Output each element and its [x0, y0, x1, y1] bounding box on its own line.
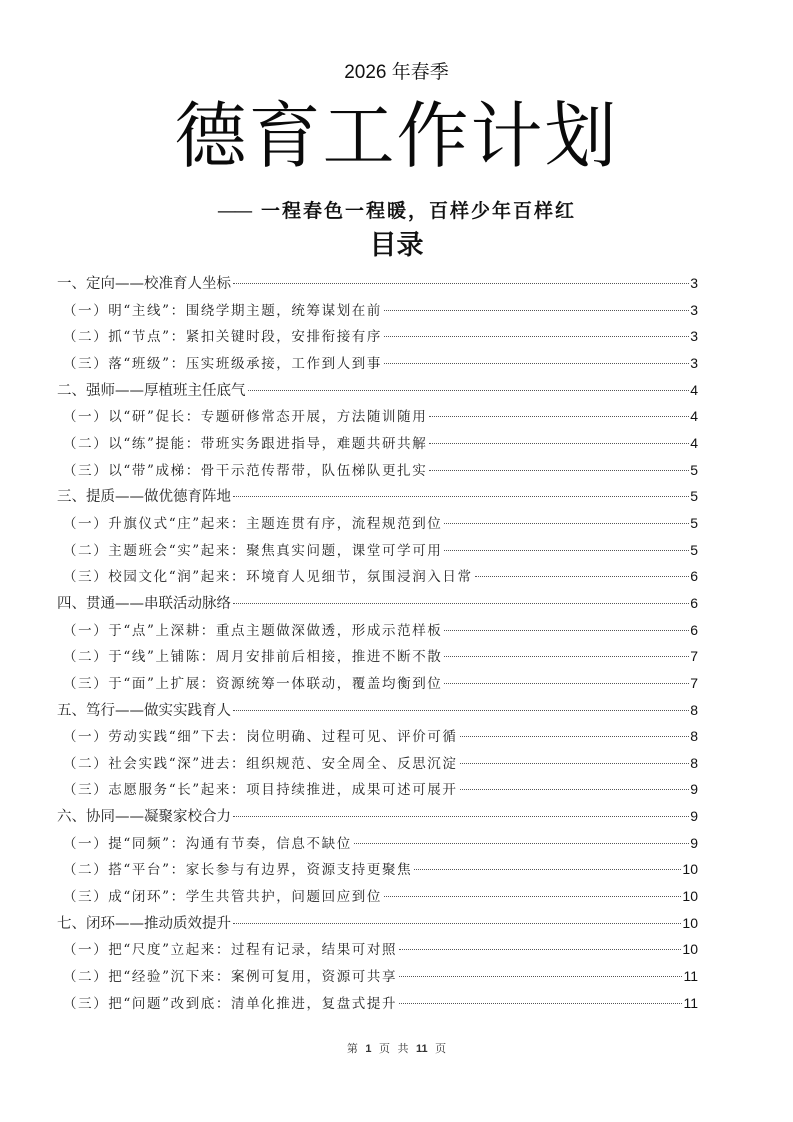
toc-entry-page-number: 3 — [690, 328, 698, 345]
toc-dot-leader — [233, 496, 689, 497]
table-of-contents — [57, 270, 698, 1016]
toc-dot-leader — [429, 443, 689, 444]
toc-entry-page-number: 11 — [683, 994, 698, 1011]
page-footer — [0, 1040, 793, 1056]
toc-entry-label: （二）于“线”上铺陈：周月安排前后相接，推进不断不散 — [63, 649, 443, 666]
toc-entry-page-number: 10 — [682, 888, 698, 905]
toc-dot-leader — [233, 816, 689, 817]
toc-dot-leader — [384, 363, 689, 364]
toc-subsection-entry[interactable] — [57, 776, 698, 803]
toc-section-entry[interactable] — [57, 697, 698, 724]
toc-subsection-entry[interactable] — [57, 723, 698, 750]
toc-section-entry[interactable] — [57, 910, 698, 937]
toc-dot-leader — [429, 470, 689, 471]
toc-dot-leader — [384, 310, 689, 311]
toc-entry-page-number: 5 — [690, 488, 698, 505]
toc-entry-label: （二）以“练”提能：带班实务跟进指导，难题共研共解 — [63, 435, 428, 452]
toc-entry-label: 五、笃行——做实实践育人 — [57, 702, 231, 719]
toc-dot-leader — [444, 656, 689, 657]
toc-subsection-entry[interactable] — [57, 617, 698, 644]
toc-subsection-entry[interactable] — [57, 323, 698, 350]
toc-entry-label: （一）于“点”上深耕：重点主题做深做透，形成示范样板 — [63, 622, 443, 639]
toc-dot-leader — [460, 736, 690, 737]
toc-entry-page-number: 8 — [690, 754, 698, 771]
toc-entry-page-number: 10 — [682, 914, 698, 931]
toc-subsection-entry[interactable] — [57, 750, 698, 777]
toc-subsection-entry[interactable] — [57, 856, 698, 883]
toc-entry-label: （二）抓“节点”：紧扣关键时段，安排衔接有序 — [63, 329, 383, 346]
toc-dot-leader — [460, 763, 690, 764]
toc-entry-page-number: 3 — [690, 301, 698, 318]
toc-section-entry[interactable] — [57, 803, 698, 830]
toc-entry-label: （二）社会实践“深”进去：组织规范、安全周全、反思沉淀 — [63, 755, 458, 772]
toc-entry-page-number: 6 — [690, 621, 698, 638]
subtitle-text: 一程春色一程暖，百样少年百样红 — [260, 200, 576, 222]
toc-entry-label: 七、闭环——推动质效提升 — [57, 915, 231, 932]
toc-entry-page-number: 9 — [690, 781, 698, 798]
toc-entry-page-number: 4 — [690, 434, 698, 451]
toc-entry-label: 三、提质——做优德育阵地 — [57, 489, 231, 506]
toc-entry-page-number: 3 — [690, 275, 698, 291]
toc-dot-leader — [460, 789, 690, 790]
toc-section-entry[interactable] — [57, 590, 698, 617]
toc-dot-leader — [444, 630, 689, 631]
toc-entry-page-number: 3 — [690, 354, 698, 371]
toc-entry-label: （三）落“班级”：压实班级承接，工作到人到事 — [63, 355, 383, 372]
toc-entry-page-number: 4 — [690, 381, 698, 398]
toc-dot-leader — [384, 896, 681, 897]
toc-dot-leader — [248, 390, 690, 391]
toc-entry-label: （一）把“尺度”立起来：过程有记录，结果可对照 — [63, 942, 398, 959]
document-title: 德育工作计划 — [174, 94, 619, 178]
toc-subsection-entry[interactable] — [57, 430, 698, 457]
toc-dot-leader — [444, 683, 689, 684]
toc-entry-label: （一）劳动实践“细”下去：岗位明确、过程可见、评价可循 — [63, 729, 458, 746]
footer-current-page: 1 — [365, 1043, 372, 1055]
toc-entry-label: （三）以“带”成梯：骨干示范传帮带，队伍梯队更扎实 — [63, 462, 428, 479]
toc-entry-page-number: 11 — [683, 968, 698, 985]
toc-heading: 目录 — [369, 230, 424, 261]
toc-subsection-entry[interactable] — [57, 990, 698, 1017]
toc-dot-leader — [384, 336, 689, 337]
toc-dot-leader — [399, 949, 681, 950]
toc-entry-page-number: 7 — [690, 648, 698, 665]
toc-entry-label: 二、强师——厚植班主任底气 — [57, 382, 246, 399]
toc-entry-page-number: 5 — [690, 514, 698, 531]
toc-section-entry[interactable] — [57, 270, 698, 297]
toc-entry-label: （三）校园文化“润”起来：环境育人见细节，氛围浸润入日常 — [63, 569, 473, 586]
toc-entry-page-number: 9 — [690, 834, 698, 851]
toc-subsection-entry[interactable] — [57, 643, 698, 670]
toc-entry-label: （二）主题班会“实”起来：聚焦真实问题，课堂可学可用 — [63, 542, 443, 559]
toc-entry-label: （二）把“经验”沉下来：案例可复用，资源可共享 — [63, 969, 398, 986]
toc-subsection-entry[interactable] — [57, 537, 698, 564]
toc-entry-label: （一）提“同频”：沟通有节奏，信息不缺位 — [63, 835, 352, 852]
subtitle-dash: —— — [216, 200, 251, 222]
toc-subsection-entry[interactable] — [57, 936, 698, 963]
toc-dot-leader — [414, 869, 681, 870]
toc-entry-page-number: 7 — [690, 674, 698, 691]
toc-entry-page-number: 9 — [690, 808, 698, 825]
toc-subsection-entry[interactable] — [57, 403, 698, 430]
toc-entry-label: （三）把“问题”改到底：清单化推进，复盘式提升 — [63, 995, 398, 1012]
toc-entry-page-number: 5 — [690, 461, 698, 478]
toc-subsection-entry[interactable] — [57, 830, 698, 857]
document-subtitle — [0, 197, 793, 225]
toc-subsection-entry[interactable] — [57, 963, 698, 990]
toc-subsection-entry[interactable] — [57, 297, 698, 324]
toc-entry-page-number: 10 — [682, 941, 698, 958]
toc-entry-page-number: 5 — [690, 541, 698, 558]
toc-dot-leader — [444, 523, 689, 524]
toc-entry-label: （三）于“面”上扩展：资源统筹一体联动，覆盖均衡到位 — [63, 675, 443, 692]
toc-subsection-entry[interactable] — [57, 457, 698, 484]
toc-entry-label: （一）明“主线”：围绕学期主题，统筹谋划在前 — [63, 302, 383, 319]
toc-section-entry[interactable] — [57, 483, 698, 510]
toc-entry-label: （一）以“研”促长：专题研修常态开展，方法随训随用 — [63, 409, 428, 426]
toc-entry-label: （三）志愿服务“长”起来：项目持续推进，成果可述可展开 — [63, 782, 458, 799]
toc-dot-leader — [444, 550, 689, 551]
toc-dot-leader — [399, 976, 682, 977]
toc-subsection-entry[interactable] — [57, 350, 698, 377]
toc-entry-page-number: 4 — [690, 408, 698, 425]
footer-prefix: 第 — [346, 1042, 358, 1055]
toc-dot-leader — [233, 923, 681, 924]
toc-dot-leader — [399, 1003, 682, 1004]
footer-total-pages: 11 — [415, 1043, 428, 1055]
toc-section-entry[interactable] — [57, 377, 698, 404]
footer-suffix: 页 — [435, 1042, 447, 1055]
toc-entry-page-number: 8 — [690, 701, 698, 718]
toc-subsection-entry[interactable] — [57, 563, 698, 590]
toc-entry-label: （三）成“闭环”：学生共管共护，问题回应到位 — [63, 889, 383, 906]
toc-entry-label: 六、协同——凝聚家校合力 — [57, 809, 231, 826]
toc-entry-page-number: 10 — [682, 861, 698, 878]
toc-entry-page-number: 8 — [690, 728, 698, 745]
toc-dot-leader — [354, 843, 689, 844]
toc-entry-label: 四、贯通——串联活动脉络 — [57, 595, 231, 612]
toc-entry-page-number: 6 — [690, 568, 698, 585]
toc-subsection-entry[interactable] — [57, 510, 698, 537]
year-season: 2026 年春季 — [344, 62, 449, 83]
toc-subsection-entry[interactable] — [57, 670, 698, 697]
toc-subsection-entry[interactable] — [57, 883, 698, 910]
footer-middle: 页 共 — [378, 1042, 409, 1055]
toc-dot-leader — [475, 576, 690, 577]
toc-dot-leader — [233, 710, 689, 711]
toc-entry-label: （二）搭“平台”：家长参与有边界，资源支持更聚焦 — [63, 862, 413, 879]
toc-dot-leader — [233, 603, 689, 604]
toc-entry-page-number: 6 — [690, 594, 698, 611]
toc-entry-label: （一）升旗仪式“庄”起来：主题连贯有序，流程规范到位 — [63, 515, 443, 532]
toc-dot-leader — [233, 283, 689, 284]
toc-dot-leader — [429, 416, 689, 417]
toc-entry-label: 一、定向——校准育人坐标 — [57, 276, 231, 292]
